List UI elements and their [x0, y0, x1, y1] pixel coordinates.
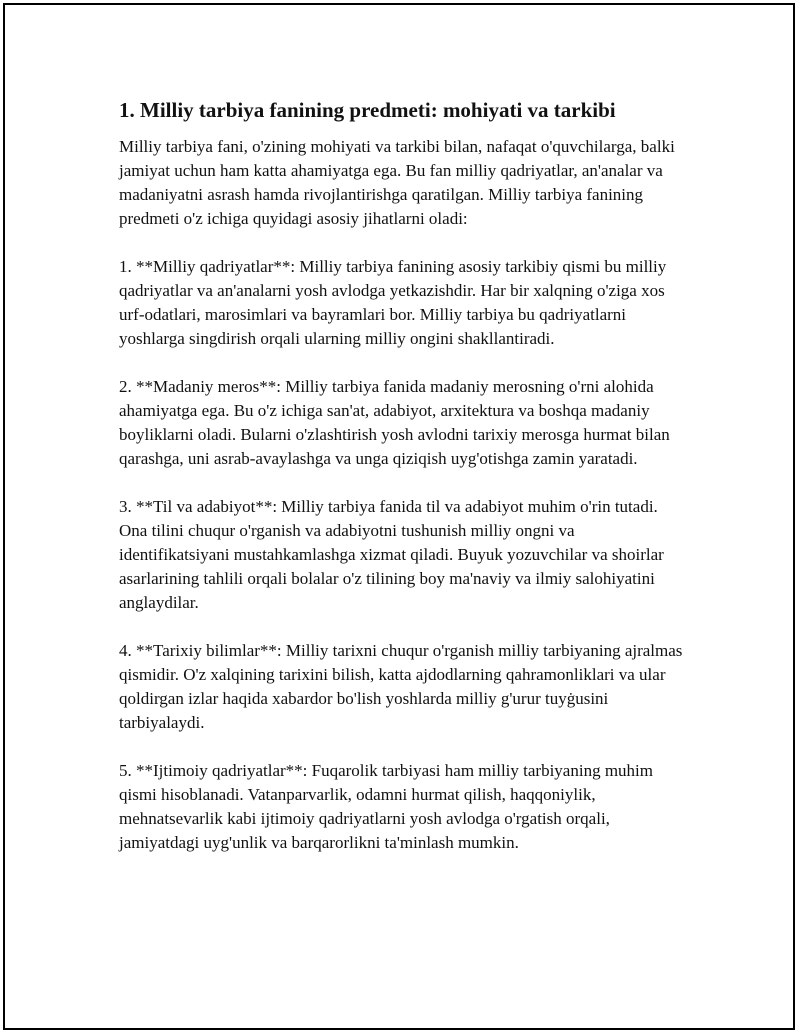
page-frame: [3, 3, 795, 1030]
intro-paragraph: Milliy tarbiya fani, o'zining mohiyati va tarkibi bilan, nafaqat o'quvchilarga, balki jamiyat uchun ham katta ahamiyatga ega. Bu fan milliy qadriyatlar, an'analar va madaniyatni asrash hamda rivojlantirishga qaratilgan. Milliy tarbiya fanining predmeti o'z ichiga quyidagi asosiy jihatlarni oladi:: [119, 137, 675, 228]
section-1-paragraph: 1. **Milliy qadriyatlar**: Milliy tarbiya fanining asosiy tarkibiy qismi bu milliy qadriyatlar va an'analarni yosh avlodga yetkazishdir. Har bir xalqning o'ziga xos urf-odatlari, marosimlari va bayramlari bor. Milliy tarbiya bu qadriyatlarni yoshlarga singdirish orqali ularning milliy ongini shakllantiradi.: [119, 257, 667, 348]
section-5-paragraph: 5. **Ijtimoiy qadriyatlar**: Fuqarolik tarbiyasi ham milliy tarbiyaning muhim qismi hisoblanadi. Vatanparvarlik, odamni hurmat qilish, haqqoniylik, mehnatsevarlik kabi ijtimoiy qadriyatlarni yosh avlodga o'rgatish orqali, jamiyatdagi uyg'unlik va barqarorlikni ta'minlash mumkin.: [119, 761, 653, 852]
document-title: 1. Milliy tarbiya fanining predmeti: mohiyati va tarkibi: [119, 98, 616, 122]
section-2-paragraph: 2. **Madaniy meros**: Milliy tarbiya fanida madaniy merosning o'rni alohida ahamiyatga ega. Bu o'z ichiga san'at, adabiyot, arxitektura va boshqa madaniy boyliklarni oladi. Bularni o'zlashtirish yosh avlodni tarixiy merosga hurmat bilan qarashga, uni asrab-avaylashga va unga qiziqish uyg'otishga zamin yaratadi.: [119, 377, 670, 468]
section-4-paragraph: 4. **Tarixiy bilimlar**: Milliy tarixni chuqur o'rganish milliy tarbiyaning ajralmas qismidir. O'z xalqining tarixini bilish, katta ajdodlarning qahramonliklari va ular qoldirgan izlar haqida xabardor bo'lish yoshlarda milliy g'urur tuyġusini tarbiyalaydi.: [119, 641, 683, 732]
document-body: [119, 97, 689, 879]
section-3-paragraph: 3. **Til va adabiyot**: Milliy tarbiya fanida til va adabiyot muhim o'rin tutadi. Ona tilini chuqur o'rganish va adabiyotni tushunish milliy ongni va identifikatsiyani mustahkamlashga xizmat qiladi. Buyuk yozuvchilar va shoirlar asarlarining tahlili orqali bolalar o'z tilining boy ma'naviy va ilmiy salohiyatini anglaydilar.: [119, 497, 664, 612]
